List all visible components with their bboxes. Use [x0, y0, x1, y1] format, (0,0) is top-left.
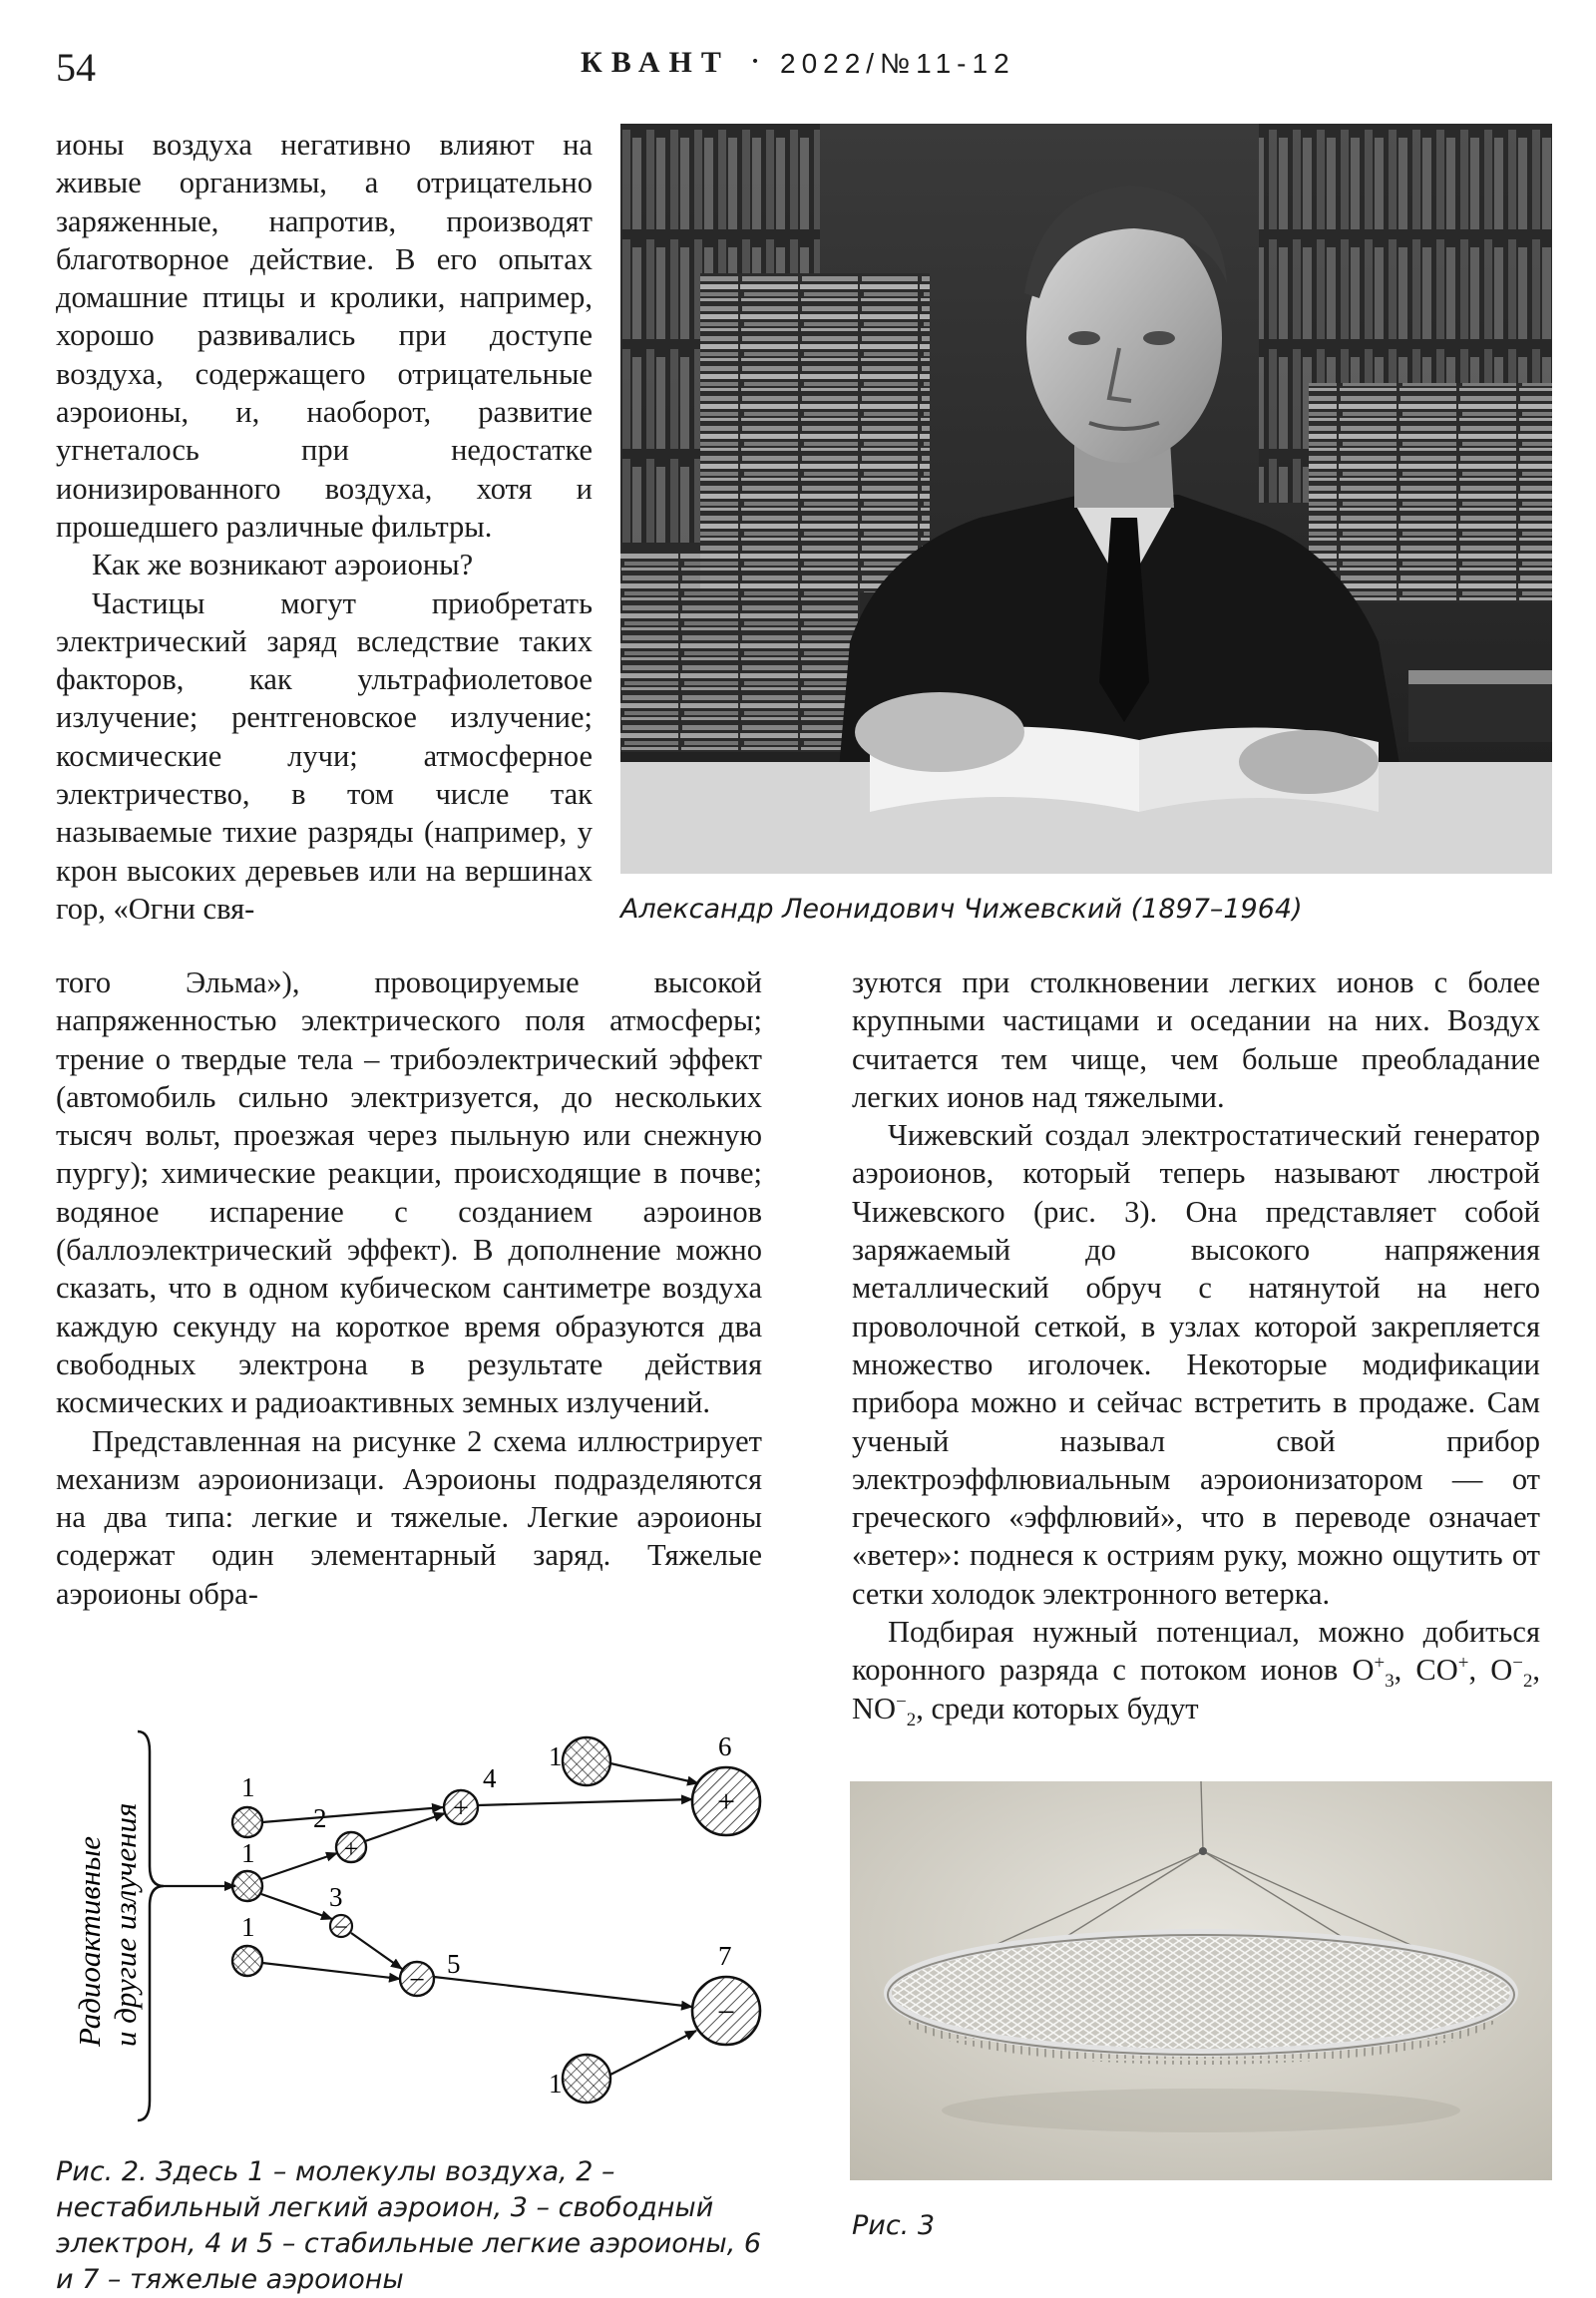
left-column-top	[56, 126, 593, 928]
aeroionization-diagram	[52, 1702, 780, 2140]
left-column-bottom	[56, 963, 762, 1613]
air-molecule	[563, 1737, 610, 1785]
plus-sign: +	[343, 1834, 359, 1863]
figure-3-caption: Рис. 3	[852, 2210, 936, 2241]
ion-formula: $O^-_2$	[1490, 1653, 1533, 1693]
node-label: 1	[241, 1838, 255, 1868]
right-column	[852, 963, 1541, 1730]
air-molecule	[563, 2055, 610, 2103]
paragraph-text: Подбирая нужный потенциал, можно добиться коронного разряда с потоком ионов	[852, 1615, 1540, 1688]
air-molecule	[232, 1807, 262, 1837]
paragraph-text: среди которых будут	[931, 1691, 1199, 1725]
paragraph: ионы воздуха негативно влияют на живые организмы, а отрицательно заряженные, напротив, производят благотворное действие. В его опытах домашние птицы и кролики, например, хорошо развивались при доступе воздуха, содержащего отрицательные аэроионы, и, наоборот, развитие угнеталось при недостатке ионизированного воздуха, хотя и прошедшего различные фильтры.	[56, 128, 593, 544]
node-label: 6	[718, 1731, 732, 1761]
minus-sign: −	[409, 1965, 425, 1996]
node-label: 2	[313, 1803, 327, 1833]
plus-sign: +	[453, 1793, 469, 1824]
ion-formula: $NO^-_2$	[852, 1691, 917, 1730]
paragraph: Как же возникают аэроионы?	[92, 548, 474, 582]
page-number: 54	[56, 45, 96, 90]
paragraph: Подбирая нужный потенциал, можно добиться коронного разряда с потоком ионов $O^+_3$, CO+, $O^-_2$, $NO^-_2$, среди которых будут	[852, 1615, 1541, 1730]
plus-sign: +	[716, 1783, 736, 1819]
node-label: 1	[241, 1772, 255, 1802]
axis-label: Радиоактивные	[72, 1835, 107, 2047]
paragraph: Частицы могут приобретать электрический заряд вследствие таких факторов, как ультрафиолетовое излучение; рентгеновское излучение; космические лучи; атмосферное электричество, в том числе так называемые тихие разряды (например, у крон высоких деревьев или на вершинах гор, «Огни свя-	[56, 585, 593, 926]
paragraph: Чижевский создал электростатический генератор аэроионов, который теперь называют люстрой Чижевского (рис. 3). Она представляет собой заряжаемый до высокого напряжения металлический обруч с натянутой на него проволочной сеткой, в узлах которой закрепляется множество иголочек. Некоторые модификации прибора можно и сейчас встретить в продаже. Сам ученый называл свой прибор электроэффлювиальным аэроионизатором — от греческого «эффлювий», что в переводе означает «ветер»: поднеся к остриям руку, можно ощутить от сетки холодок электронного ветерка.	[852, 1118, 1540, 1611]
hook	[1199, 1847, 1207, 1855]
node-label: 4	[483, 1763, 497, 1793]
air-molecule	[232, 1946, 262, 1976]
figure-3-photo	[850, 1781, 1552, 2180]
air-molecule	[232, 1871, 262, 1901]
paragraph: Представленная на рисунке 2 схема иллюстрирует механизм аэроионизаци. Аэроионы подразделяются на два типа: легкие и тяжелые. Легкие аэроионы содержат один элементарный заряд. Тяжелые аэроионы обра-	[56, 1423, 762, 1611]
figure-2-caption: Рис. 2. Здесь 1 – молекулы воздуха, 2 – нестабильный легкий аэроион, 3 – свободный электрон, 4 и 5 – стабильные легкие аэроионы, 6 и 7 – тяжелые аэроионы	[56, 2156, 762, 2295]
ion-formula: $O^+_3$	[1352, 1653, 1395, 1693]
paragraph: зуются при столкновении легких ионов с более крупными частицами и оседании на них. Воздух считается тем чище, чем больше преобладание легких ионов над тяжелыми.	[852, 965, 1540, 1114]
node-label: 1	[549, 1741, 563, 1771]
node-label: 5	[447, 1949, 461, 1979]
node-label: 7	[718, 1941, 732, 1971]
axis-label: и другие излучения	[108, 1802, 143, 2047]
minus-sign: −	[716, 1994, 736, 2030]
paragraph: того Эльма»), провоцируемые высокой напряженностью электрического поля атмосферы; трение о твердые тела – трибоэлектрический эффект (автомобиль сильно электризуется, до нескольких тысяч вольт, проезжая через пыльную или снежную пургу); химические реакции, происходящие в почве; водяное испарение с созданием аэроинов (баллоэлектрический эффект). В дополнение можно сказать, что в одном кубическом сантиметре воздуха каждую секунду на короткое время образуются два свободных электрона в результате действия космических и радиоактивных земных излучений.	[56, 965, 762, 1420]
figure-2-diagram	[52, 1702, 780, 2140]
portrait-illustration	[620, 124, 1552, 874]
photo-caption: Александр Леонидович Чижевский (1897–1964)	[620, 894, 1303, 925]
issue-number: 2022/№11-12	[780, 48, 1015, 79]
ion-formula: CO+	[1415, 1653, 1469, 1688]
node-label: 3	[329, 1882, 343, 1912]
reaction-arrows	[261, 1763, 698, 2075]
portrait-photo	[620, 124, 1552, 874]
minus-sign: −	[334, 1915, 348, 1941]
node-label: 1	[549, 2069, 563, 2099]
node-label: 1	[241, 1912, 255, 1942]
journal-title: КВАНТ	[581, 46, 730, 79]
header-separator: ·	[750, 42, 761, 80]
chizhevsky-chandelier	[850, 1781, 1552, 2180]
